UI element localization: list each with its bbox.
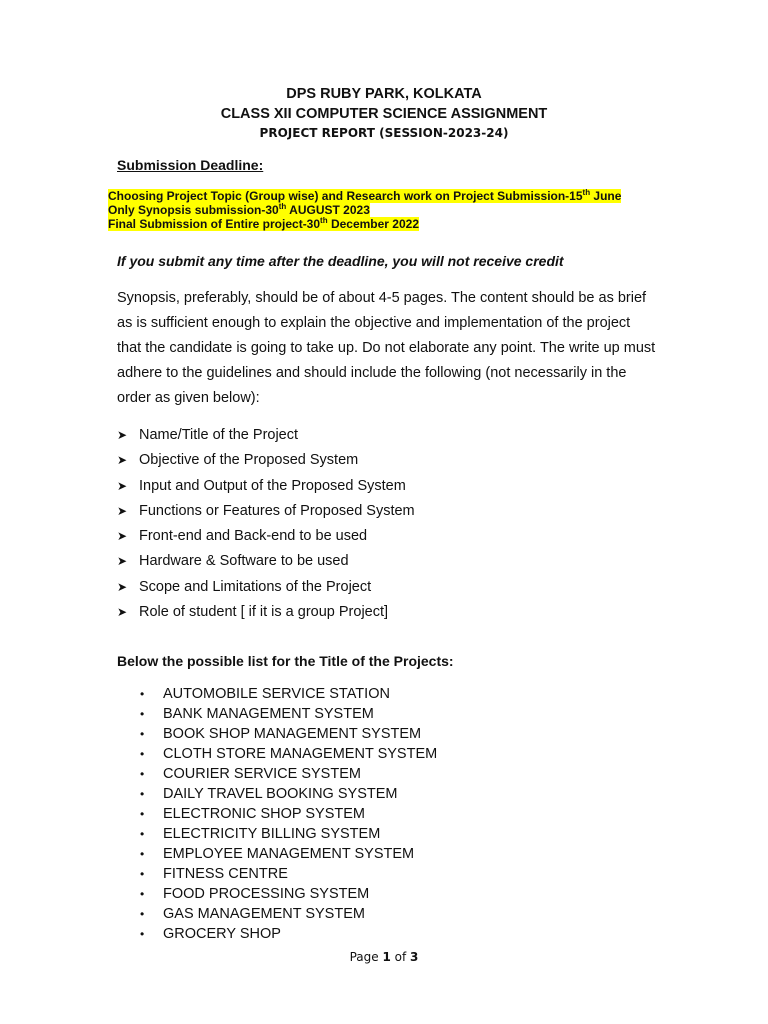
dot-bullet-icon: • (140, 887, 145, 901)
list-item: ➤ Role of student [ if it is a group Project] (117, 600, 415, 625)
dot-bullet-icon: • (140, 927, 145, 941)
dot-bullet-icon: • (140, 727, 145, 741)
dot-bullet-icon: • (140, 787, 145, 801)
page-number: Page 1 of 3 (349, 950, 419, 964)
list-item: • ELECTRICITY BILLING SYSTEM (140, 826, 381, 842)
list-item: ➤ Scope and Limitations of the Project (117, 575, 415, 600)
dot-bullet-icon: • (140, 767, 145, 781)
list-item: • GAS MANAGEMENT SYSTEM (140, 906, 365, 922)
deadline-item: Choosing Project Topic (Group wise) and Research work on Project Submission-15th June (108, 188, 622, 203)
dot-bullet-icon: • (140, 807, 145, 821)
list-item: • DAILY TRAVEL BOOKING SYSTEM (140, 786, 398, 802)
list-item: • COURIER SERVICE SYSTEM (140, 766, 361, 782)
list-item: • BANK MANAGEMENT SYSTEM (140, 706, 374, 722)
submission-deadline-label: Submission Deadline: (117, 157, 264, 173)
list-item: • CLOTH STORE MANAGEMENT SYSTEM (140, 746, 438, 762)
synopsis-items-list (117, 423, 415, 625)
list-item: ➤ Objective of the Proposed System (117, 448, 415, 473)
arrowhead-bullet-icon: ➤ (117, 579, 128, 594)
document-header (0, 84, 768, 142)
list-item: • BOOK SHOP MANAGEMENT SYSTEM (140, 726, 422, 742)
arrowhead-bullet-icon: ➤ (117, 478, 128, 493)
assignment-title: CLASS XII COMPUTER SCIENCE ASSIGNMENT (220, 106, 548, 122)
dot-bullet-icon: • (140, 827, 145, 841)
arrowhead-bullet-icon: ➤ (117, 554, 128, 569)
list-item: • GROCERY SHOP (140, 926, 281, 942)
late-submission-warning: If you submit any time after the deadline, you will not receive credit (117, 253, 564, 269)
synopsis-paragraph: Synopsis, preferably, should be of about 4-5 pages. The content should be as brief as is sufficient enough to explain the objective and implementation of the project that the candidate is going to take up. Do not elaborate any point. The write up must adhere to the guidelines and should include the following (not necessarily in the order as given below): (117, 290, 656, 406)
deadline-item: Only Synopsis submission-30th AUGUST 2023 (108, 202, 370, 217)
list-item: • FITNESS CENTRE (140, 866, 288, 882)
report-session: PROJECT REPORT (SESSION-2023-24) (259, 126, 509, 140)
arrowhead-bullet-icon: ➤ (117, 529, 128, 544)
arrowhead-bullet-icon: ➤ (117, 605, 128, 620)
list-item: ➤ Name/Title of the Project (117, 423, 415, 448)
arrowhead-bullet-icon: ➤ (117, 503, 128, 518)
dot-bullet-icon: • (140, 747, 145, 761)
list-item: ➤ Hardware & Software to be used (117, 549, 415, 574)
dot-bullet-icon: • (140, 687, 145, 701)
dot-bullet-icon: • (140, 867, 145, 881)
project-titles-list (140, 684, 437, 944)
list-item: ➤ Input and Output of the Proposed System (117, 474, 415, 499)
deadline-list (108, 189, 621, 231)
list-item: ➤ Functions or Features of Proposed System (117, 499, 415, 524)
list-item: • ELECTRONIC SHOP SYSTEM (140, 806, 365, 822)
list-item: • AUTOMOBILE SERVICE STATION (140, 686, 390, 702)
project-titles-heading: Below the possible list for the Title of the Projects: (117, 653, 454, 669)
school-name: DPS RUBY PARK, KOLKATA (286, 86, 482, 102)
list-item: • FOOD PROCESSING SYSTEM (140, 886, 370, 902)
arrowhead-bullet-icon: ➤ (117, 428, 128, 442)
list-item: • EMPLOYEE MANAGEMENT SYSTEM (140, 846, 415, 862)
dot-bullet-icon: • (140, 847, 145, 861)
dot-bullet-icon: • (140, 707, 145, 721)
arrowhead-bullet-icon: ➤ (117, 453, 128, 468)
deadline-item: Final Submission of Entire project-30th December 2022 (108, 216, 420, 231)
dot-bullet-icon: • (140, 907, 145, 921)
list-item: ➤ Front-end and Back-end to be used (117, 524, 415, 549)
